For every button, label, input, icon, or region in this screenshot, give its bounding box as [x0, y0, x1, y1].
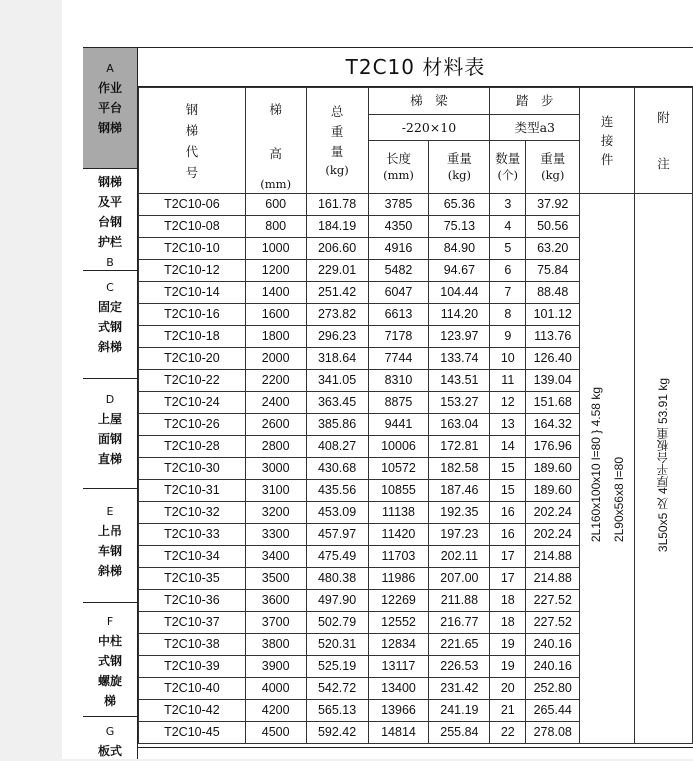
cell-bweight: 114.20 — [429, 304, 490, 326]
cell-count: 13 — [490, 414, 526, 436]
cell-length: 12552 — [368, 612, 429, 634]
table-bottom-rule — [138, 747, 693, 748]
cell-height: 3800 — [245, 634, 306, 656]
cell-note — [635, 194, 693, 744]
cell-length: 4916 — [368, 238, 429, 260]
sidebar-section-letter: E — [106, 505, 114, 518]
cell-count: 5 — [490, 238, 526, 260]
cell-sweight: 214.88 — [526, 568, 580, 590]
cell-count: 16 — [490, 524, 526, 546]
cell-count: 19 — [490, 634, 526, 656]
sidebar-section-b[interactable] — [83, 169, 137, 271]
sidebar-section-c[interactable] — [83, 271, 137, 379]
cell-bweight: 197.23 — [429, 524, 490, 546]
cell-length: 11986 — [368, 568, 429, 590]
cell-bweight: 133.74 — [429, 348, 490, 370]
cell-code: T2C10-18 — [139, 326, 246, 348]
cell-total: 520.31 — [306, 634, 368, 656]
cell-code: T2C10-40 — [139, 678, 246, 700]
header-beam: 梯 梁 — [368, 88, 490, 115]
cell-height: 3300 — [245, 524, 306, 546]
cell-height: 3200 — [245, 502, 306, 524]
cell-total: 206.60 — [306, 238, 368, 260]
cell-sweight: 189.60 — [526, 480, 580, 502]
cell-total: 408.27 — [306, 436, 368, 458]
cell-length: 3785 — [368, 194, 429, 216]
cell-length: 10855 — [368, 480, 429, 502]
header-connector: 连接件 — [580, 88, 635, 194]
cell-code: T2C10-39 — [139, 656, 246, 678]
cell-code: T2C10-12 — [139, 260, 246, 282]
cell-bweight: 123.97 — [429, 326, 490, 348]
cell-bweight: 221.65 — [429, 634, 490, 656]
table-body — [139, 194, 693, 744]
cell-sweight: 278.08 — [526, 722, 580, 744]
cell-count: 4 — [490, 216, 526, 238]
cell-bweight: 65.36 — [429, 194, 490, 216]
sidebar-section-d[interactable] — [83, 379, 137, 489]
sidebar-section-label: 固定式钢斜梯 — [97, 300, 122, 354]
cell-code: T2C10-20 — [139, 348, 246, 370]
cell-code: T2C10-36 — [139, 590, 246, 612]
cell-length: 13400 — [368, 678, 429, 700]
cell-count: 17 — [490, 568, 526, 590]
cell-code: T2C10-34 — [139, 546, 246, 568]
sidebar-section-letter: G — [105, 725, 115, 738]
cell-connector — [580, 194, 635, 744]
cell-count: 18 — [490, 612, 526, 634]
header-height: 梯高 (mm) — [245, 88, 306, 194]
cell-count: 9 — [490, 326, 526, 348]
sidebar-section-label: 上屋面钢直梯 — [97, 412, 122, 466]
cell-sweight: 37.92 — [526, 194, 580, 216]
cell-code: T2C10-10 — [139, 238, 246, 260]
cell-height: 3900 — [245, 656, 306, 678]
cell-height: 2200 — [245, 370, 306, 392]
cell-total: 480.38 — [306, 568, 368, 590]
cell-height: 1400 — [245, 282, 306, 304]
cell-sweight: 202.24 — [526, 502, 580, 524]
cell-length: 11703 — [368, 546, 429, 568]
cell-count: 18 — [490, 590, 526, 612]
cell-length: 11420 — [368, 524, 429, 546]
cell-height: 2800 — [245, 436, 306, 458]
cell-count: 21 — [490, 700, 526, 722]
cell-count: 16 — [490, 502, 526, 524]
header-note: 附注 — [635, 88, 693, 194]
header-step: 踏 步 — [490, 88, 580, 115]
cell-bweight: 94.67 — [429, 260, 490, 282]
cell-total: 229.01 — [306, 260, 368, 282]
cell-total: 497.90 — [306, 590, 368, 612]
cell-length: 4350 — [368, 216, 429, 238]
cell-total: 475.49 — [306, 546, 368, 568]
cell-count: 8 — [490, 304, 526, 326]
cell-height: 800 — [245, 216, 306, 238]
cell-bweight: 143.51 — [429, 370, 490, 392]
cell-count: 22 — [490, 722, 526, 744]
cell-height: 4500 — [245, 722, 306, 744]
cell-total: 161.78 — [306, 194, 368, 216]
sidebar-section-letter: D — [105, 393, 115, 406]
cell-height: 2400 — [245, 392, 306, 414]
cell-bweight: 172.81 — [429, 436, 490, 458]
cell-bweight: 241.19 — [429, 700, 490, 722]
cell-sweight: 252.80 — [526, 678, 580, 700]
cell-length: 14814 — [368, 722, 429, 744]
cell-bweight: 84.90 — [429, 238, 490, 260]
cell-total: 341.05 — [306, 370, 368, 392]
header-step-type: 类型a3 — [490, 114, 580, 141]
sidebar-section-letter: B — [106, 256, 114, 269]
cell-length: 12834 — [368, 634, 429, 656]
sidebar-section-g[interactable] — [83, 717, 137, 759]
cell-code: T2C10-33 — [139, 524, 246, 546]
cell-sweight: 265.44 — [526, 700, 580, 722]
cell-sweight: 227.52 — [526, 612, 580, 634]
sidebar-section-label: 作业平台钢梯 — [97, 81, 122, 135]
cell-code: T2C10-30 — [139, 458, 246, 480]
cell-bweight: 153.27 — [429, 392, 490, 414]
cell-height: 3600 — [245, 590, 306, 612]
cell-sweight: 240.16 — [526, 656, 580, 678]
header-total-weight: 总重量 (kg) — [306, 88, 368, 194]
cell-height: 2000 — [245, 348, 306, 370]
header-step-count: 数量 (个) — [490, 141, 526, 194]
cell-sweight: 240.16 — [526, 634, 580, 656]
material-table-panel — [138, 47, 693, 760]
cell-total: 453.09 — [306, 502, 368, 524]
cell-code: T2C10-38 — [139, 634, 246, 656]
cell-total: 184.19 — [306, 216, 368, 238]
cell-length: 7178 — [368, 326, 429, 348]
cell-count: 7 — [490, 282, 526, 304]
cell-sweight: 176.96 — [526, 436, 580, 458]
chapter-sidebar — [83, 47, 138, 759]
cell-count: 12 — [490, 392, 526, 414]
cell-length: 8310 — [368, 370, 429, 392]
cell-length: 10572 — [368, 458, 429, 480]
cell-sweight: 88.48 — [526, 282, 580, 304]
sidebar-section-label: 钢梯及平台钢护栏 — [97, 175, 122, 249]
cell-code: T2C10-35 — [139, 568, 246, 590]
cell-total: 385.86 — [306, 414, 368, 436]
cell-code: T2C10-32 — [139, 502, 246, 524]
sidebar-section-a[interactable] — [83, 47, 137, 169]
cell-total: 318.64 — [306, 348, 368, 370]
cell-height: 3000 — [245, 458, 306, 480]
cell-height: 600 — [245, 194, 306, 216]
cell-height: 1600 — [245, 304, 306, 326]
sidebar-section-label: 板式 — [97, 744, 122, 758]
cell-bweight: 192.35 — [429, 502, 490, 524]
cell-total: 525.19 — [306, 656, 368, 678]
cell-height: 3100 — [245, 480, 306, 502]
cell-total: 430.68 — [306, 458, 368, 480]
cell-count: 6 — [490, 260, 526, 282]
connector-line-1: 2L160x100x10 l=80 } 4.58 kg — [589, 387, 604, 543]
header-beam-weight: 重量 (kg) — [429, 141, 490, 194]
cell-code: T2C10-26 — [139, 414, 246, 436]
cell-sweight: 63.20 — [526, 238, 580, 260]
cell-length: 6047 — [368, 282, 429, 304]
sidebar-section-e[interactable] — [83, 489, 137, 603]
cell-count: 20 — [490, 678, 526, 700]
cell-sweight: 164.32 — [526, 414, 580, 436]
cell-code: T2C10-08 — [139, 216, 246, 238]
cell-bweight: 216.77 — [429, 612, 490, 634]
cell-total: 363.45 — [306, 392, 368, 414]
cell-height: 1200 — [245, 260, 306, 282]
cell-bweight: 226.53 — [429, 656, 490, 678]
cell-sweight: 101.12 — [526, 304, 580, 326]
cell-length: 8875 — [368, 392, 429, 414]
sidebar-section-f[interactable] — [83, 603, 137, 717]
cell-count: 19 — [490, 656, 526, 678]
material-table — [138, 87, 693, 744]
cell-count: 10 — [490, 348, 526, 370]
cell-total: 435.56 — [306, 480, 368, 502]
cell-count: 3 — [490, 194, 526, 216]
header-step-weight: 重量 (kg) — [526, 141, 580, 194]
cell-sweight: 50.56 — [526, 216, 580, 238]
cell-sweight: 189.60 — [526, 458, 580, 480]
cell-sweight: 113.76 — [526, 326, 580, 348]
cell-sweight: 139.04 — [526, 370, 580, 392]
cell-sweight: 75.84 — [526, 260, 580, 282]
cell-count: 15 — [490, 458, 526, 480]
cell-code: T2C10-14 — [139, 282, 246, 304]
cell-height: 2600 — [245, 414, 306, 436]
cell-length: 5482 — [368, 260, 429, 282]
cell-sweight: 214.88 — [526, 546, 580, 568]
cell-count: 17 — [490, 546, 526, 568]
table-title: T2C10 材料表 — [138, 48, 693, 87]
cell-bweight: 255.84 — [429, 722, 490, 744]
cell-height: 1800 — [245, 326, 306, 348]
cell-count: 11 — [490, 370, 526, 392]
note-text: 3L50x5 及 4厚平台板重 53.91 kg — [656, 377, 671, 553]
cell-height: 4000 — [245, 678, 306, 700]
cell-total: 296.23 — [306, 326, 368, 348]
header-code: 钢梯代号 — [139, 88, 246, 194]
cell-bweight: 75.13 — [429, 216, 490, 238]
cell-sweight: 202.24 — [526, 524, 580, 546]
cell-bweight: 211.88 — [429, 590, 490, 612]
cell-height: 3500 — [245, 568, 306, 590]
cell-code: T2C10-28 — [139, 436, 246, 458]
cell-bweight: 207.00 — [429, 568, 490, 590]
sidebar-section-letter: F — [106, 615, 114, 628]
cell-total: 273.82 — [306, 304, 368, 326]
sidebar-section-label: 上吊车钢斜梯 — [97, 524, 122, 578]
cell-length: 7744 — [368, 348, 429, 370]
sidebar-section-label: 中柱式钢螺旋梯 — [97, 634, 122, 708]
cell-length: 12269 — [368, 590, 429, 612]
cell-height: 1000 — [245, 238, 306, 260]
cell-length: 13117 — [368, 656, 429, 678]
cell-length: 13966 — [368, 700, 429, 722]
header-beam-spec: -220×10 — [368, 114, 490, 141]
cell-bweight: 202.11 — [429, 546, 490, 568]
cell-total: 592.42 — [306, 722, 368, 744]
cell-bweight: 104.44 — [429, 282, 490, 304]
connector-line-2: 2L90x56x8 l=80 — [612, 457, 627, 543]
cell-code: T2C10-16 — [139, 304, 246, 326]
cell-bweight: 187.46 — [429, 480, 490, 502]
cell-code: T2C10-42 — [139, 700, 246, 722]
table-row — [139, 194, 693, 216]
cell-length: 9441 — [368, 414, 429, 436]
cell-count: 14 — [490, 436, 526, 458]
cell-count: 15 — [490, 480, 526, 502]
cell-height: 4200 — [245, 700, 306, 722]
cell-total: 502.79 — [306, 612, 368, 634]
cell-length: 10006 — [368, 436, 429, 458]
cell-sweight: 151.68 — [526, 392, 580, 414]
cell-bweight: 163.04 — [429, 414, 490, 436]
cell-total: 542.72 — [306, 678, 368, 700]
cell-bweight: 231.42 — [429, 678, 490, 700]
cell-bweight: 182.58 — [429, 458, 490, 480]
cell-code: T2C10-37 — [139, 612, 246, 634]
cell-code: T2C10-24 — [139, 392, 246, 414]
cell-total: 457.97 — [306, 524, 368, 546]
cell-code: T2C10-45 — [139, 722, 246, 744]
cell-code: T2C10-22 — [139, 370, 246, 392]
cell-code: T2C10-06 — [139, 194, 246, 216]
sidebar-section-letter: C — [106, 281, 114, 294]
sidebar-section-letter: A — [106, 62, 114, 75]
cell-length: 11138 — [368, 502, 429, 524]
cell-height: 3700 — [245, 612, 306, 634]
header-beam-length: 长度 (mm) — [368, 141, 429, 194]
cell-code: T2C10-31 — [139, 480, 246, 502]
cell-total: 565.13 — [306, 700, 368, 722]
cell-total: 251.42 — [306, 282, 368, 304]
cell-sweight: 126.40 — [526, 348, 580, 370]
cell-height: 3400 — [245, 546, 306, 568]
cell-length: 6613 — [368, 304, 429, 326]
cell-sweight: 227.52 — [526, 590, 580, 612]
